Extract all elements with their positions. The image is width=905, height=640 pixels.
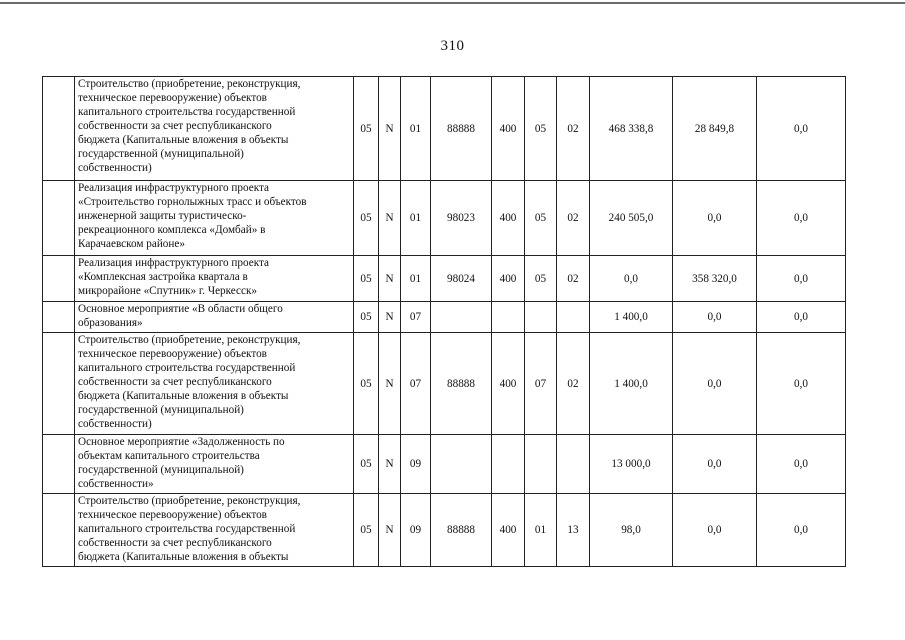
program-code-cell: 05 <box>354 435 379 494</box>
description-line: государственной (муниципальной) <box>78 148 244 160</box>
description-line: техническое перевооружение) объектов <box>78 509 267 521</box>
table-row <box>43 181 846 256</box>
description-line: инженерной защиты туристическо- <box>78 210 247 222</box>
description-line: государственной (муниципальной) <box>78 404 244 416</box>
subprogram-code-cell: N <box>379 302 401 333</box>
subsection-code-cell: 02 <box>557 77 590 181</box>
description-line: капитального строительства государственной <box>78 362 296 374</box>
program-code-cell: 05 <box>354 302 379 333</box>
row-number-cell <box>43 181 75 256</box>
amount-year3-cell: 0,0 <box>757 435 846 494</box>
section-code-cell: 05 <box>525 77 557 181</box>
expense-type-cell <box>492 302 525 333</box>
description-line: бюджета (Капитальные вложения в объекты <box>78 551 289 563</box>
description-cell <box>75 494 354 567</box>
amount-year1-cell: 98,0 <box>590 494 673 567</box>
direction-code-cell: 88888 <box>431 494 492 567</box>
table-row <box>43 494 846 567</box>
event-code-cell: 07 <box>401 302 431 333</box>
event-code-cell: 01 <box>401 77 431 181</box>
description-line: собственности) <box>78 418 152 430</box>
amount-year2-cell: 28 849,8 <box>673 77 757 181</box>
expense-type-cell: 400 <box>492 333 525 435</box>
amount-year3-cell: 0,0 <box>757 77 846 181</box>
program-code-cell: 05 <box>354 494 379 567</box>
description-line: государственной (муниципальной) <box>78 464 244 476</box>
description-cell <box>75 302 354 333</box>
amount-year2-cell: 358 320,0 <box>673 256 757 302</box>
section-code-cell: 07 <box>525 333 557 435</box>
amount-year1-cell: 0,0 <box>590 256 673 302</box>
description-line: Строительство (приобретение, реконструкция, <box>78 78 301 90</box>
table-row <box>43 302 846 333</box>
subsection-code-cell: 02 <box>557 333 590 435</box>
subsection-code-cell: 02 <box>557 256 590 302</box>
description-line: «Комплексная застройка квартала в <box>78 271 248 283</box>
event-code-cell: 01 <box>401 256 431 302</box>
amount-year2-cell: 0,0 <box>673 435 757 494</box>
description-line: бюджета (Капитальные вложения в объекты <box>78 134 289 146</box>
subsection-code-cell <box>557 435 590 494</box>
direction-code-cell <box>431 435 492 494</box>
description-line: микрорайоне «Спутник» г. Черкесск» <box>78 285 258 297</box>
expense-type-cell <box>492 435 525 494</box>
subsection-code-cell <box>557 302 590 333</box>
amount-year2-cell: 0,0 <box>673 333 757 435</box>
subprogram-code-cell: N <box>379 256 401 302</box>
amount-year1-cell: 468 338,8 <box>590 77 673 181</box>
description-line: техническое перевооружение) объектов <box>78 348 267 360</box>
row-number-cell <box>43 77 75 181</box>
description-line: Строительство (приобретение, реконструкция, <box>78 495 301 507</box>
description-line: объектам капитального строительства <box>78 450 260 462</box>
description-line: бюджета (Капитальные вложения в объекты <box>78 390 289 402</box>
section-code-cell: 05 <box>525 256 557 302</box>
amount-year3-cell: 0,0 <box>757 181 846 256</box>
program-code-cell: 05 <box>354 256 379 302</box>
direction-code-cell <box>431 302 492 333</box>
section-code-cell: 01 <box>525 494 557 567</box>
description-line: Основное мероприятие «Задолженность по <box>78 436 285 448</box>
table-row <box>43 77 846 181</box>
event-code-cell: 09 <box>401 435 431 494</box>
description-line: собственности за счет республиканского <box>78 537 272 549</box>
description-line: собственности за счет республиканского <box>78 120 272 132</box>
amount-year2-cell: 0,0 <box>673 181 757 256</box>
subprogram-code-cell: N <box>379 181 401 256</box>
description-line: Строительство (приобретение, реконструкция, <box>78 334 301 346</box>
table-row <box>43 333 846 435</box>
description-cell <box>75 435 354 494</box>
direction-code-cell: 98023 <box>431 181 492 256</box>
event-code-cell: 09 <box>401 494 431 567</box>
event-code-cell: 01 <box>401 181 431 256</box>
description-line: Карачаевском районе» <box>78 238 185 250</box>
amount-year3-cell: 0,0 <box>757 333 846 435</box>
row-number-cell <box>43 256 75 302</box>
subprogram-code-cell: N <box>379 77 401 181</box>
budget-table <box>42 76 846 567</box>
scan-top-rule <box>0 2 905 4</box>
description-line: «Строительство горнолыжных трасс и объектов <box>78 196 307 208</box>
expense-type-cell: 400 <box>492 256 525 302</box>
amount-year3-cell: 0,0 <box>757 302 846 333</box>
row-number-cell <box>43 494 75 567</box>
program-code-cell: 05 <box>354 181 379 256</box>
amount-year3-cell: 0,0 <box>757 494 846 567</box>
description-line: капитального строительства государственной <box>78 523 296 535</box>
amount-year1-cell: 13 000,0 <box>590 435 673 494</box>
page-number: 310 <box>440 38 465 54</box>
description-line: собственности за счет республиканского <box>78 376 272 388</box>
subprogram-code-cell: N <box>379 435 401 494</box>
subprogram-code-cell: N <box>379 333 401 435</box>
amount-year1-cell: 1 400,0 <box>590 302 673 333</box>
description-line: техническое перевооружение) объектов <box>78 92 267 104</box>
section-code-cell <box>525 435 557 494</box>
program-code-cell: 05 <box>354 77 379 181</box>
description-line: Реализация инфраструктурного проекта <box>78 182 269 194</box>
event-code-cell: 07 <box>401 333 431 435</box>
amount-year1-cell: 240 505,0 <box>590 181 673 256</box>
description-cell <box>75 181 354 256</box>
description-cell <box>75 77 354 181</box>
description-line: образования» <box>78 317 143 329</box>
table-row <box>43 435 846 494</box>
expense-type-cell: 400 <box>492 494 525 567</box>
description-line: рекреационного комплекса «Домбай» в <box>78 224 266 236</box>
table-row <box>43 256 846 302</box>
description-line: Основное мероприятие «В области общего <box>78 303 283 315</box>
direction-code-cell: 98024 <box>431 256 492 302</box>
expense-type-cell: 400 <box>492 181 525 256</box>
description-line: собственности» <box>78 478 154 490</box>
description-line: собственности) <box>78 162 152 174</box>
subsection-code-cell: 13 <box>557 494 590 567</box>
amount-year1-cell: 1 400,0 <box>590 333 673 435</box>
description-line: капитального строительства государственной <box>78 106 296 118</box>
row-number-cell <box>43 435 75 494</box>
direction-code-cell: 88888 <box>431 77 492 181</box>
amount-year2-cell: 0,0 <box>673 494 757 567</box>
amount-year2-cell: 0,0 <box>673 302 757 333</box>
subsection-code-cell: 02 <box>557 181 590 256</box>
row-number-cell <box>43 302 75 333</box>
direction-code-cell: 88888 <box>431 333 492 435</box>
program-code-cell: 05 <box>354 333 379 435</box>
row-number-cell <box>43 333 75 435</box>
amount-year3-cell: 0,0 <box>757 256 846 302</box>
description-line: Реализация инфраструктурного проекта <box>78 257 269 269</box>
section-code-cell <box>525 302 557 333</box>
expense-type-cell: 400 <box>492 77 525 181</box>
description-cell <box>75 256 354 302</box>
section-code-cell: 05 <box>525 181 557 256</box>
subprogram-code-cell: N <box>379 494 401 567</box>
description-cell <box>75 333 354 435</box>
